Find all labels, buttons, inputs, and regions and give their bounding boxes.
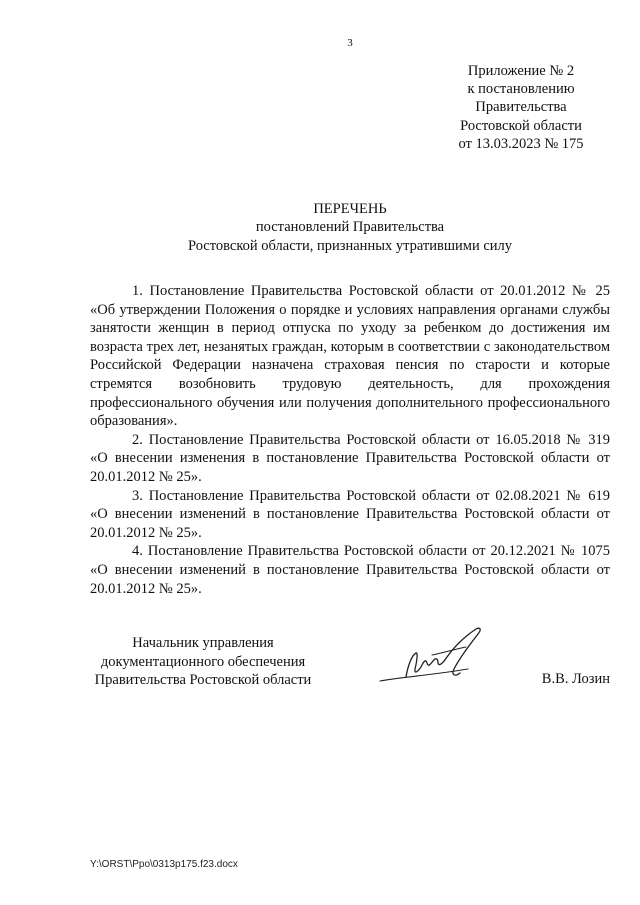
document-title xyxy=(0,200,640,255)
list-item: 2. Постановление Правительства Ростовской области от 16.05.2018 № 319 «О внесении изменения в постановление Правительства Ростовской области от 20.01.2012 № 25». xyxy=(90,431,610,485)
appendix-line: Приложение № 2 xyxy=(467,63,575,79)
list-item: 3. Постановление Правительства Ростовской области от 02.08.2021 № 619 «О внесении изменений в постановление Правительства Ростовской области от 20.01.2012 № 25». xyxy=(90,487,610,541)
page-number: 3 xyxy=(347,37,353,49)
appendix-line: от 13.03.2023 № 175 xyxy=(458,135,584,152)
signatory-position xyxy=(88,634,318,690)
list-item: 1. Постановление Правительства Ростовской области от 20.01.2012 № 25 «Об утверждении Положения о порядке и условиях направления органами службы занятости женщин в период отпуска по уходу за ребенком до достижения им возраста трех лет, незанятых граждан, которым в соответствии с законодательством Российской Федерации назначена страховая пенсия по старости и которые стремятся возобновить трудовую деятельность, для прохождения профессионального обучения или получения дополнительного профессионального образования». xyxy=(90,283,610,430)
appendix-line: к постановлению xyxy=(467,81,575,98)
position-line: Правительства Ростовской области xyxy=(94,672,312,689)
title-subline: постановлений Правительства xyxy=(255,219,445,236)
list-item: 4. Постановление Правительства Ростовской области от 20.12.2021 № 1075 «О внесении изменений в постановление Правительства Ростовской области от 20.01.2012 № 25». xyxy=(90,543,610,597)
document-body xyxy=(90,282,610,598)
appendix-line: Ростовской области xyxy=(460,117,582,134)
title-subline: Ростовской области, признанных утратившими силу xyxy=(187,237,513,254)
footer-file-path: Y:\ORST\Ppo\0313p175.f23.docx xyxy=(90,859,238,870)
appendix-line: Правительства xyxy=(475,99,567,116)
signer-name: В.В. Лозин xyxy=(541,671,610,687)
title-heading: ПЕРЕЧЕНЬ xyxy=(313,201,387,217)
handwritten-signature xyxy=(372,625,492,687)
appendix-block xyxy=(432,62,610,153)
position-line: Начальник управления xyxy=(132,635,274,651)
position-line: документационного обеспечения xyxy=(100,653,306,670)
